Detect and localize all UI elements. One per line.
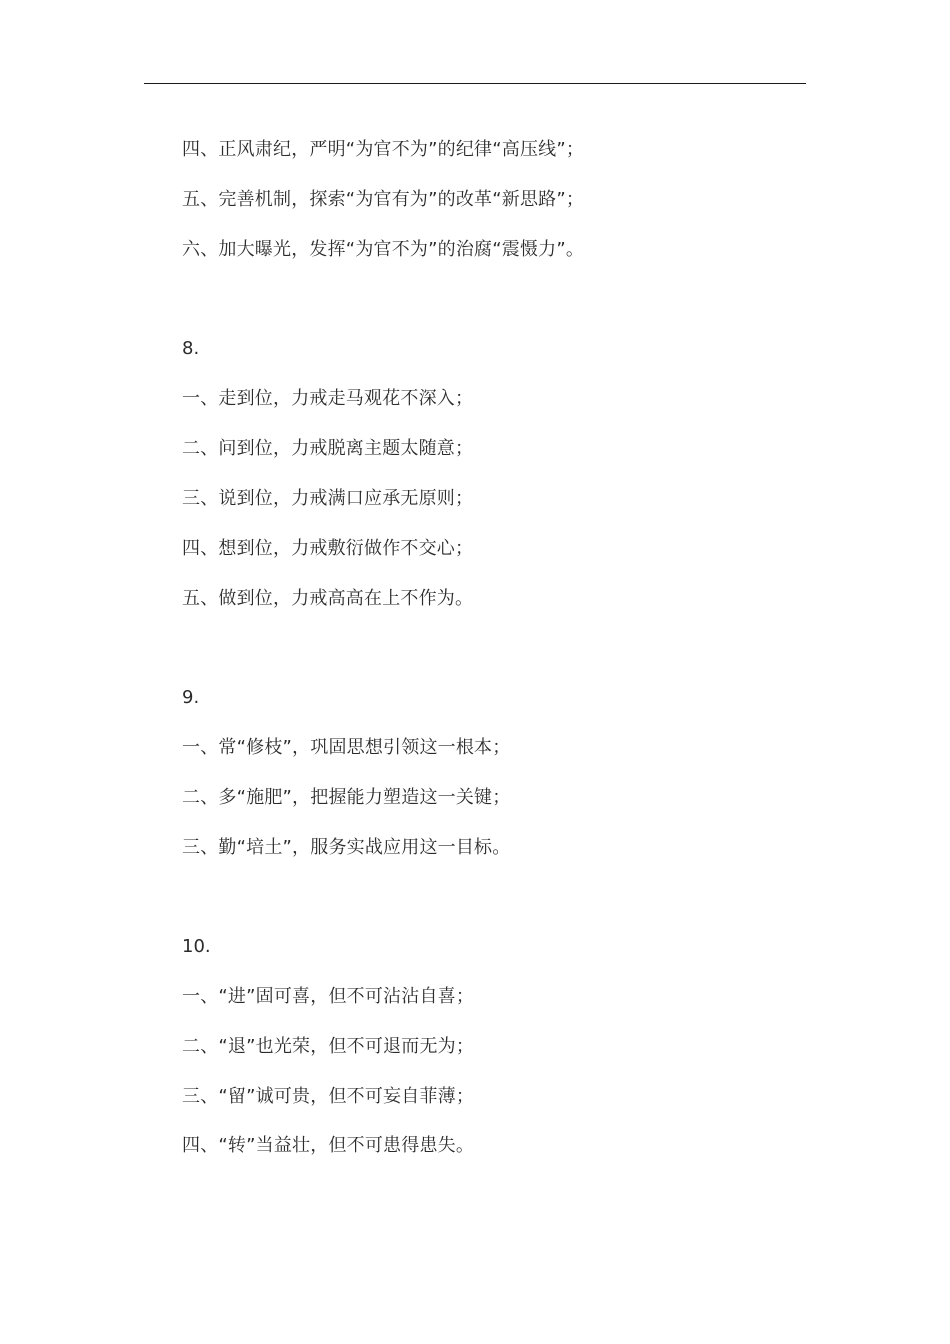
section-9-line-1: 一、常“修枝”，巩固思想引领这一根本； — [182, 737, 511, 758]
section-10-line-2: 二、“退”也光荣，但不可退而无为； — [182, 1036, 475, 1057]
section-10-line-4: 四、“转”当益壮，但不可患得患失。 — [182, 1135, 475, 1156]
header-rule — [144, 83, 806, 84]
section-8-number: 8. — [182, 338, 200, 359]
section-9-number: 9. — [182, 687, 200, 708]
section-8-line-3: 三、说到位，力戒满口应承无原则； — [182, 488, 474, 509]
section-8-line-1: 一、走到位，力戒走马观花不深入； — [182, 388, 474, 409]
section-9-line-2: 二、多“施肥”，把握能力塑造这一关键； — [182, 787, 511, 808]
section-7-line-5: 五、完善机制，探索“为官有为”的改革“新思路”； — [182, 189, 585, 210]
section-8-line-4: 四、想到位，力戒敷衍做作不交心； — [182, 538, 474, 559]
section-10-number: 10. — [182, 936, 211, 957]
section-8-line-2: 二、问到位，力戒脱离主题太随意； — [182, 438, 474, 459]
section-10-line-3: 三、“留”诚可贵，但不可妄自菲薄； — [182, 1086, 475, 1107]
section-9-line-3: 三、勤“培土”，服务实战应用这一目标。 — [182, 837, 511, 858]
section-10-line-1: 一、“进”固可喜，但不可沾沾自喜； — [182, 986, 475, 1007]
section-7-line-6: 六、加大曝光，发挥“为官不为”的治腐“震慑力”。 — [182, 239, 585, 260]
section-8-line-5: 五、做到位，力戒高高在上不作为。 — [182, 588, 474, 609]
section-7-line-4: 四、正风肃纪，严明“为官不为”的纪律“高压线”； — [182, 139, 585, 160]
